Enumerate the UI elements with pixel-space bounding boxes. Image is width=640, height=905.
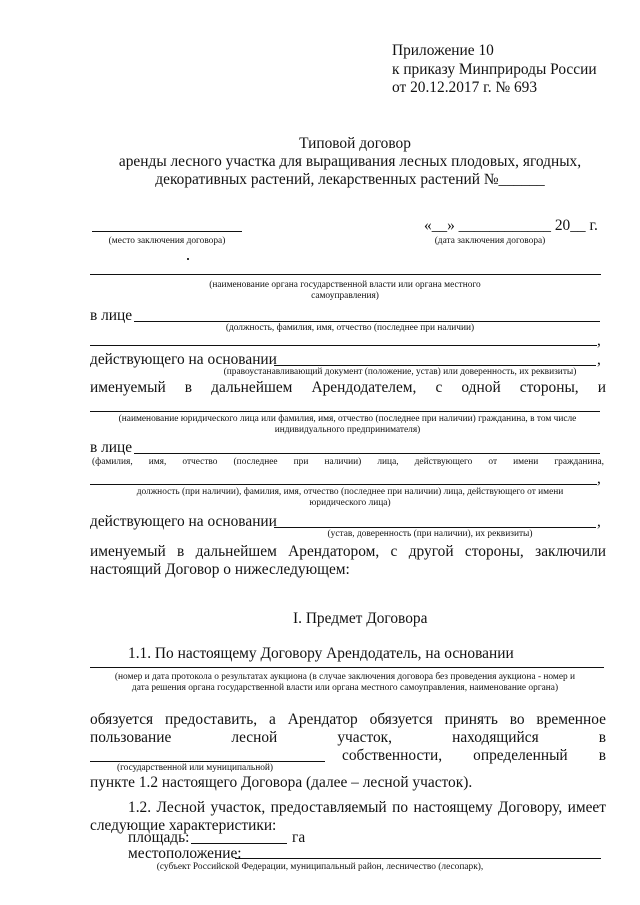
comma: , bbox=[597, 513, 601, 530]
lessor-person-label: в лице bbox=[90, 307, 133, 324]
comma: , bbox=[597, 351, 601, 368]
place-line bbox=[92, 231, 242, 232]
lessor-person-line2 bbox=[90, 345, 597, 346]
order-reference: к приказу Минприроды России bbox=[392, 61, 597, 78]
lessee-person-line2 bbox=[90, 484, 597, 485]
appendix-number: Приложение 10 bbox=[392, 42, 494, 59]
lessor-org-caption: (наименование органа государственной власти или органа местного самоуправления) bbox=[209, 280, 481, 301]
document-subtitle-line2: декоративных растений, лекарственных растений №______ bbox=[155, 171, 545, 188]
lessee-basis-caption: (устав, доверенность (при наличии), их реквизиты) bbox=[327, 529, 533, 539]
lessee-named-line1: именуемый в дальнейшем Арендатором, с другой стороны, заключили bbox=[90, 543, 606, 560]
lessee-name-caption: (наименование юридического лица или фамилия, имя, отчество (последнее при наличии) гражданина, в том числе индивидуального предпринимателя) bbox=[118, 414, 577, 435]
clause-1-1-line3: пользование лесной участок, находящийся в bbox=[90, 729, 606, 746]
area-label: площадь: bbox=[128, 829, 190, 846]
date-caption: (дата заключения договора) bbox=[434, 236, 546, 246]
section-heading: I. Предмет Договора bbox=[293, 610, 428, 627]
location-line bbox=[235, 858, 601, 859]
lessee-person-line bbox=[134, 453, 600, 454]
lessor-person-line bbox=[134, 321, 600, 322]
lessee-named-line2: настоящий Договор о нижеследующем: bbox=[90, 561, 350, 578]
clause-1-1-start: 1.1. По настоящему Договору Арендодатель, на основании bbox=[128, 645, 514, 662]
clause-1-1-line4: собственности, определенный в bbox=[342, 747, 606, 764]
lessee-name-line bbox=[90, 411, 600, 412]
place-caption: (место заключения договора) bbox=[108, 236, 226, 246]
lessor-person-caption: (должность, фамилия, имя, отчество (последнее при наличии) bbox=[225, 323, 475, 333]
location-label: местоположение: bbox=[128, 845, 242, 862]
location-caption: (субъект Российской Федерации, муниципальный район, лесничество (лесопарк), bbox=[156, 862, 484, 872]
contract-date-template: «__» ____________ 20__ г. bbox=[424, 217, 598, 234]
lessor-basis-line bbox=[274, 365, 596, 366]
ownership-line bbox=[90, 761, 325, 762]
scan-dot bbox=[187, 258, 189, 260]
lessee-person-label: в лице bbox=[90, 439, 133, 456]
lessee-basis-line bbox=[274, 527, 596, 528]
document-subtitle-line1: аренды лесного участка для выращивания лесных плодовых, ягодных, bbox=[118, 153, 582, 170]
protocol-line bbox=[90, 667, 604, 668]
clause-1-1-line2: обязуется предоставить, а Арендатор обязуется принять во временное bbox=[90, 711, 606, 728]
lessor-named-text: именуемый в дальнейшем Арендодателем, с одной стороны, и bbox=[90, 379, 606, 396]
area-value-line bbox=[191, 843, 287, 844]
lessor-org-line bbox=[90, 274, 601, 275]
lessor-basis-caption: (правоустанавливающий документ (положение, устав) или доверенность, их реквизиты) bbox=[223, 367, 577, 377]
clause-1-2-line2: следующие характеристики: bbox=[90, 817, 277, 834]
area-unit: га bbox=[292, 829, 306, 846]
clause-1-2-line1: 1.2. Лесной участок, предоставляемый по настоящему Договору, имеет bbox=[128, 799, 606, 816]
lessor-basis-label: действующего на основании bbox=[90, 351, 277, 368]
order-date: от 20.12.2017 г. № 693 bbox=[392, 79, 538, 96]
clause-1-1-line5: пункте 1.2 настоящего Договора (далее – лесной участок). bbox=[90, 774, 473, 791]
comma: , bbox=[597, 470, 601, 487]
protocol-caption: (номер и дата протокола о результатах аукциона (в случае заключения договора без проведения аукциона - номер и дата решения органа государственной власти или органа местного самоуправления, наименование органа) bbox=[114, 672, 576, 693]
lessee-person-caption: (фамилия, имя, отчество (последнее при наличии) лица, действующего от имени гражданина, bbox=[92, 457, 604, 467]
lessee-person-caption2: должность (при наличии), фамилия, имя, отчество (последнее при наличии) лица, действующего от имени юридического лица) bbox=[136, 487, 564, 508]
ownership-caption: (государственной или муниципальной) bbox=[116, 763, 274, 773]
document-title: Типовой договор bbox=[299, 135, 411, 152]
comma: , bbox=[597, 332, 601, 349]
lessee-basis-label: действующего на основании bbox=[90, 513, 277, 530]
